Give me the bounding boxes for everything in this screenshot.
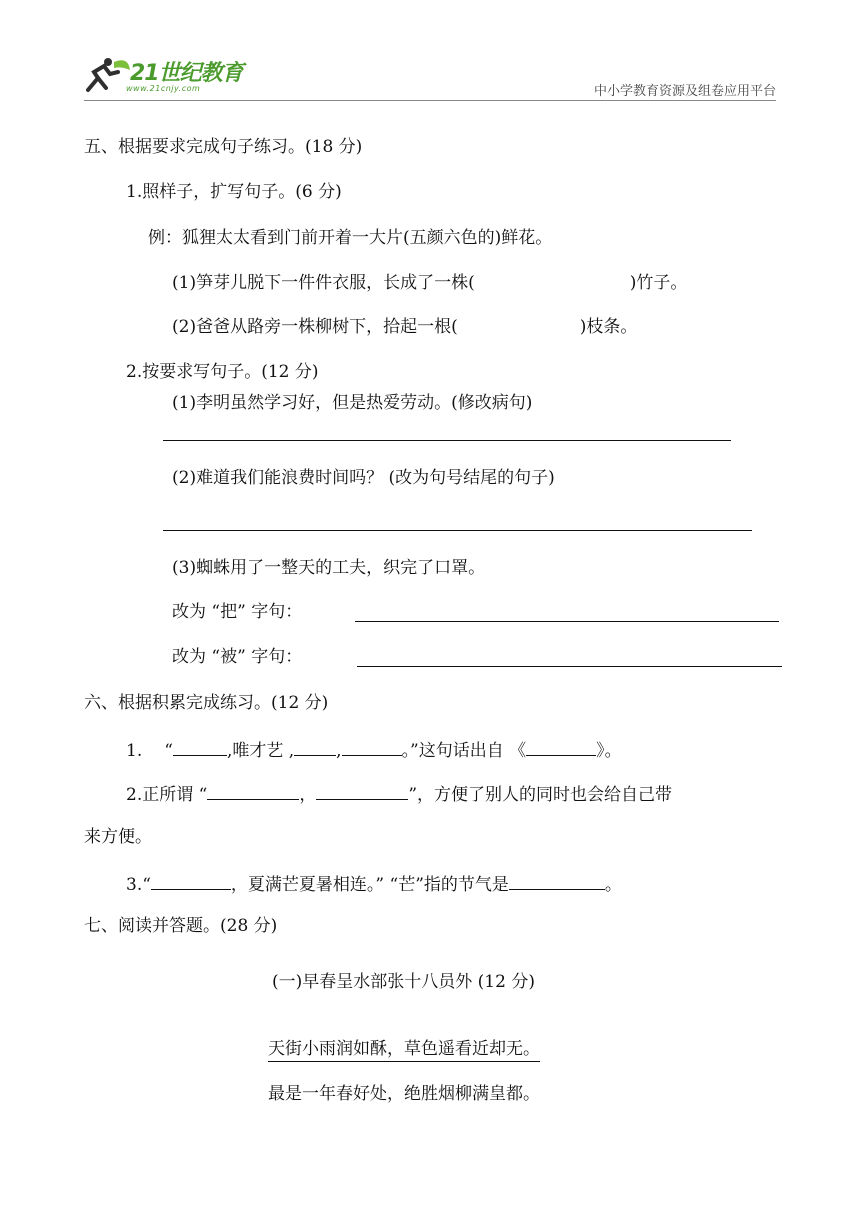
s6-q2-blank-2[interactable] — [316, 781, 408, 800]
s5-q1-2-text-b: )枝条。 — [579, 317, 638, 337]
s6-q1-text-d: 。”这句话出自 《 — [401, 741, 527, 761]
s6-q1-number: 1. — [126, 741, 143, 761]
s5-q1-1-text-b: )竹子。 — [629, 273, 688, 293]
s6-q3-text-c: 。 — [604, 875, 622, 895]
s6-q1-blank-1[interactable] — [173, 737, 227, 756]
header-divider — [84, 100, 776, 101]
s6-q3-text-b: ，夏满芒夏暑相连。” “芒”指的节气是 — [230, 875, 509, 895]
header-tagline: 中小学教育资源及组卷应用平台 — [593, 84, 776, 99]
s5-q2-1: (1)李明虽然学习好，但是热爱劳动。(修改病句) — [172, 393, 533, 413]
s6-q3 — [126, 871, 622, 896]
s5-q2-2: (2)难道我们能浪费时间吗？ (改为句号结尾的句子) — [172, 468, 555, 488]
s6-q1-blank-4[interactable] — [526, 737, 596, 756]
s6-q1-blank-3[interactable] — [342, 737, 402, 756]
poem-line-1-text: 天街小雨润如酥，草色遥看近却无。 — [268, 1039, 540, 1062]
s6-q2-text-b: ， — [299, 785, 317, 805]
s5-example: 例：狐狸太太看到门前开着一大片(五颜六色的)鲜花。 — [148, 228, 553, 248]
s5-q1-1-text-a: (1)笋芽儿脱下一件件衣服，长成了一株( — [172, 273, 475, 293]
s5-ba-answer-line[interactable] — [355, 621, 779, 622]
section-7-title: 七、阅读并答题。(28 分) — [84, 916, 278, 936]
s6-q2-blank-1[interactable] — [207, 781, 299, 800]
s6-q2 — [126, 781, 672, 806]
s6-q1-text-b: ,唯才艺 , — [226, 741, 295, 761]
s6-q2-continuation: 来方便。 — [84, 827, 152, 847]
s6-q2-text-c: ”，方便了别人的同时也会给自己带 — [408, 785, 673, 805]
s5-q2-prompt: 2.按要求写句子。(12 分) — [126, 362, 319, 382]
poem-title: (一)早春呈水部张十八员外 (12 分) — [272, 972, 535, 992]
s6-q1-text-a: “ — [164, 741, 173, 761]
s5-q1-2 — [172, 316, 637, 338]
s5-q2-1-answer-line[interactable] — [163, 440, 731, 441]
brand-url: www.21cnjy.com — [126, 84, 201, 93]
s5-q2-3: (3)蜘蛛用了一整天的工夫，织完了口罩。 — [172, 558, 486, 578]
s5-q1-1 — [172, 272, 687, 294]
s6-q2-text-a: 2.正所谓 “ — [126, 785, 208, 805]
s5-ba-label: 改为 “把” 字句： — [172, 602, 303, 622]
s6-q3-blank-1[interactable] — [151, 871, 231, 890]
s6-q3-blank-2[interactable] — [509, 871, 605, 890]
s5-q2-2-answer-line[interactable] — [163, 530, 752, 531]
s6-q1 — [126, 737, 622, 762]
s5-bei-label: 改为 “被” 字句： — [172, 647, 303, 667]
brand-name: 21世纪教育 — [130, 61, 243, 86]
s6-q3-text-a: 3.“ — [126, 875, 151, 895]
poem-line-2: 最是一年春好处，绝胜烟柳满皇都。 — [268, 1084, 540, 1104]
s5-q1-2-text-a: (2)爸爸从路旁一株柳树下，拾起一根( — [172, 317, 458, 337]
s6-q1-blank-2[interactable] — [294, 737, 336, 756]
section-5-title: 五、根据要求完成句子练习。(18 分) — [84, 137, 363, 157]
s6-q1-text-c: , — [336, 741, 342, 761]
section-6-title: 六、根据积累完成练习。(12 分) — [84, 693, 329, 713]
s5-q1-prompt: 1.照样子，扩写句子。(6 分) — [126, 182, 342, 202]
poem-line-1 — [268, 1038, 540, 1060]
s5-bei-answer-line[interactable] — [357, 666, 782, 667]
s6-q1-text-e: 》。 — [596, 741, 622, 761]
